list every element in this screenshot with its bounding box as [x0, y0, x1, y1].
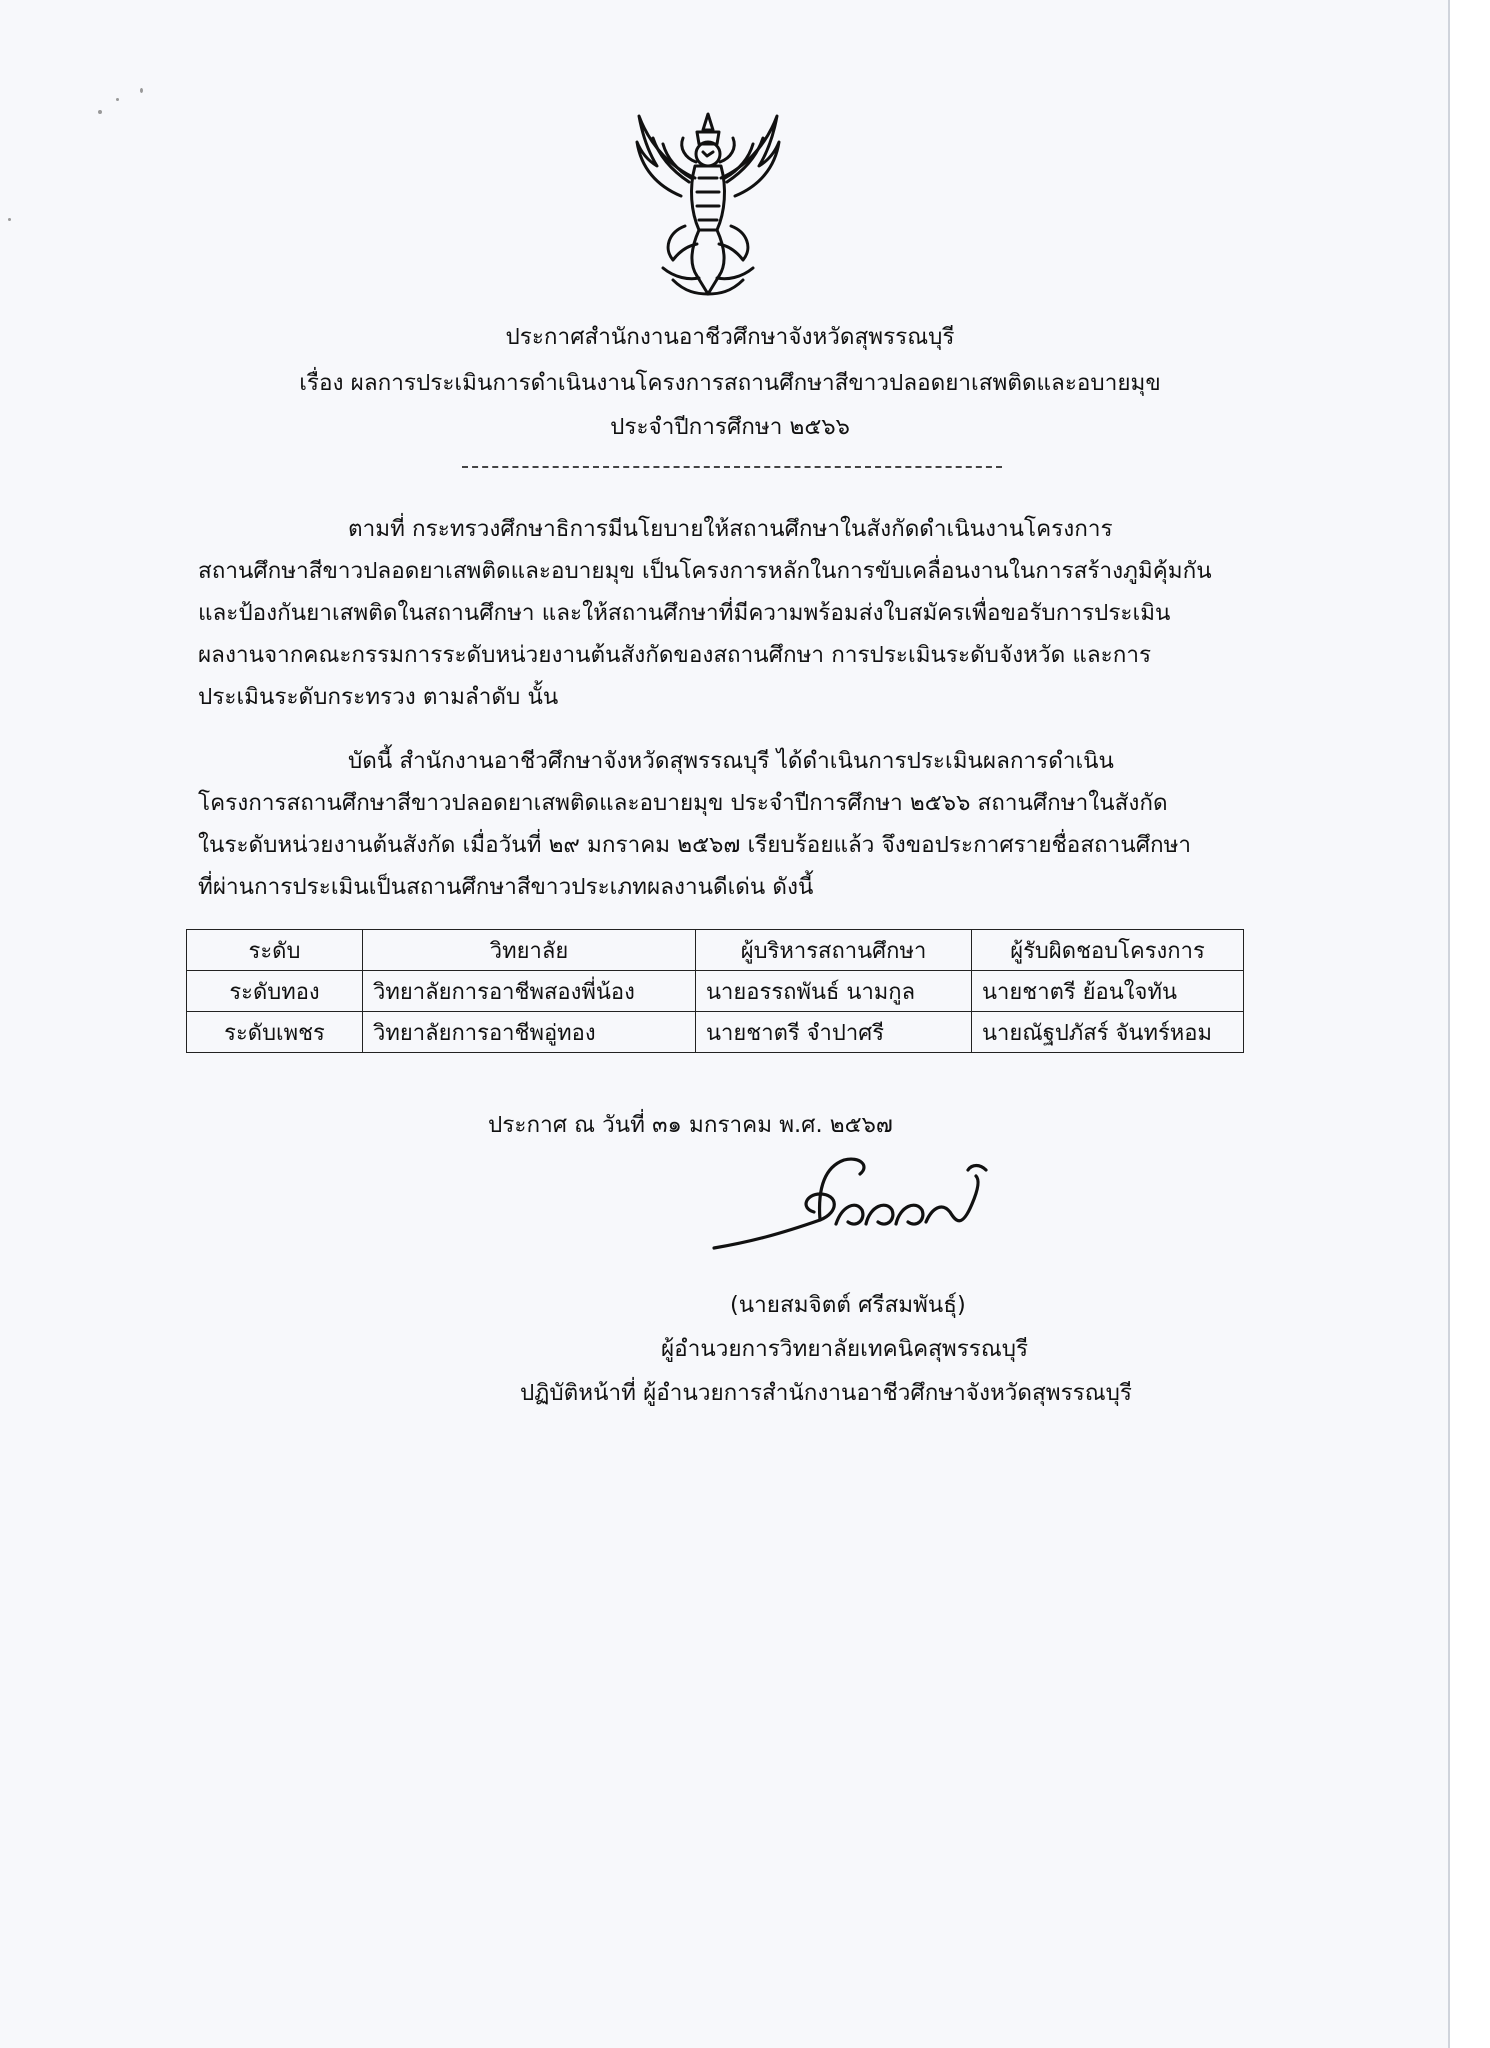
announcement-title: ประกาศสำนักงานอาชีวศึกษาจังหวัดสุพรรณบุรี [505, 324, 955, 350]
table-cell: วิทยาลัยการอาชีพสองพี่น้อง [363, 971, 696, 1012]
paragraph-line: บัดนี้ สำนักงานอาชีวศึกษาจังหวัดสุพรรณบุรี ได้ดำเนินการประเมินผลการดำเนิน [348, 748, 1114, 774]
table-cell: นายชาตรี ย้อนใจทัน [972, 971, 1244, 1012]
table-cell: ระดับทอง [187, 971, 363, 1012]
table-cell: ระดับเพชร [187, 1012, 363, 1053]
paragraph-line: ผลงานจากคณะกรรมการระดับหน่วยงานต้นสังกัดของสถานศึกษา การประเมินระดับจังหวัด และการ [198, 642, 1152, 668]
paragraph-line: ตามที่ กระทรวงศึกษาธิการมีนโยบายให้สถานศึกษาในสังกัดดำเนินงานโครงการ [348, 516, 1113, 542]
table-cell: วิทยาลัยการอาชีพอู่ทอง [363, 1012, 696, 1053]
table-header-cell: ระดับ [187, 930, 363, 971]
scan-speck [8, 218, 11, 221]
signer-name: (นายสมจิตต์ ศรีสมพันธุ์) [730, 1292, 966, 1318]
scan-speck [116, 98, 119, 101]
results-table [186, 929, 1244, 1053]
table-header-cell: ผู้รับผิดชอบโครงการ [972, 930, 1244, 971]
table-cell: นายชาตรี จำปาศรี [696, 1012, 972, 1053]
paragraph-line: ที่ผ่านการประเมินเป็นสถานศึกษาสีขาวประเภทผลงานดีเด่น ดังนี้ [198, 874, 814, 900]
table-header-cell: วิทยาลัย [363, 930, 696, 971]
table-row [187, 1012, 1244, 1053]
table-header-cell: ผู้บริหารสถานศึกษา [696, 930, 972, 971]
announcement-year: ประจำปีการศึกษา ๒๕๖๖ [610, 414, 850, 440]
paragraph-line: ประเมินระดับกระทรวง ตามลำดับ นั้น [198, 684, 559, 710]
paragraph-line: โครงการสถานศึกษาสีขาวปลอดยาเสพติดและอบายมุข ประจำปีการศึกษา ๒๕๖๖ สถานศึกษาในสังกัด [198, 790, 1168, 816]
divider-line [462, 466, 1002, 468]
paragraph-line: และป้องกันยาเสพติดในสถานศึกษา และให้สถานศึกษาที่มีความพร้อมส่งใบสมัครเพื่อขอรับการประเมิน [198, 600, 1171, 626]
scan-speck [98, 110, 102, 114]
announcement-date: ประกาศ ณ วันที่ ๓๑ มกราคม พ.ศ. ๒๕๖๗ [488, 1112, 893, 1138]
scan-speck [140, 88, 143, 93]
paragraph-1 [198, 508, 1262, 718]
table-cell: นายอรรถพันธ์ นามกูล [696, 971, 972, 1012]
paragraph-line: ในระดับหน่วยงานต้นสังกัด เมื่อวันที่ ๒๙ มกราคม ๒๕๖๗ เรียบร้อยแล้ว จึงขอประกาศรายชื่อสถานศึกษา [198, 832, 1192, 858]
paragraph-line: สถานศึกษาสีขาวปลอดยาเสพติดและอบายมุข เป็นโครงการหลักในการขับเคลื่อนงานในการสร้างภูมิคุ้มกัน [198, 558, 1212, 584]
signer-position: ผู้อำนวยการวิทยาลัยเทคนิคสุพรรณบุรี [661, 1336, 1029, 1362]
table-row [187, 971, 1244, 1012]
table-header-row [187, 930, 1244, 971]
scan-margin [1450, 0, 1490, 2048]
signer-acting-position: ปฏิบัติหน้าที่ ผู้อำนวยการสำนักงานอาชีวศึกษาจังหวัดสุพรรณบุรี [520, 1380, 1133, 1406]
garuda-emblem-icon [633, 108, 783, 308]
table-cell: นายณัฐปภัสร์ จันทร์หอม [972, 1012, 1244, 1053]
announcement-subject: เรื่อง ผลการประเมินการดำเนินงานโครงการสถานศึกษาสีขาวปลอดยาเสพติดและอบายมุข [299, 370, 1161, 396]
handwritten-signature-icon [710, 1150, 1020, 1255]
paragraph-2 [198, 740, 1262, 908]
